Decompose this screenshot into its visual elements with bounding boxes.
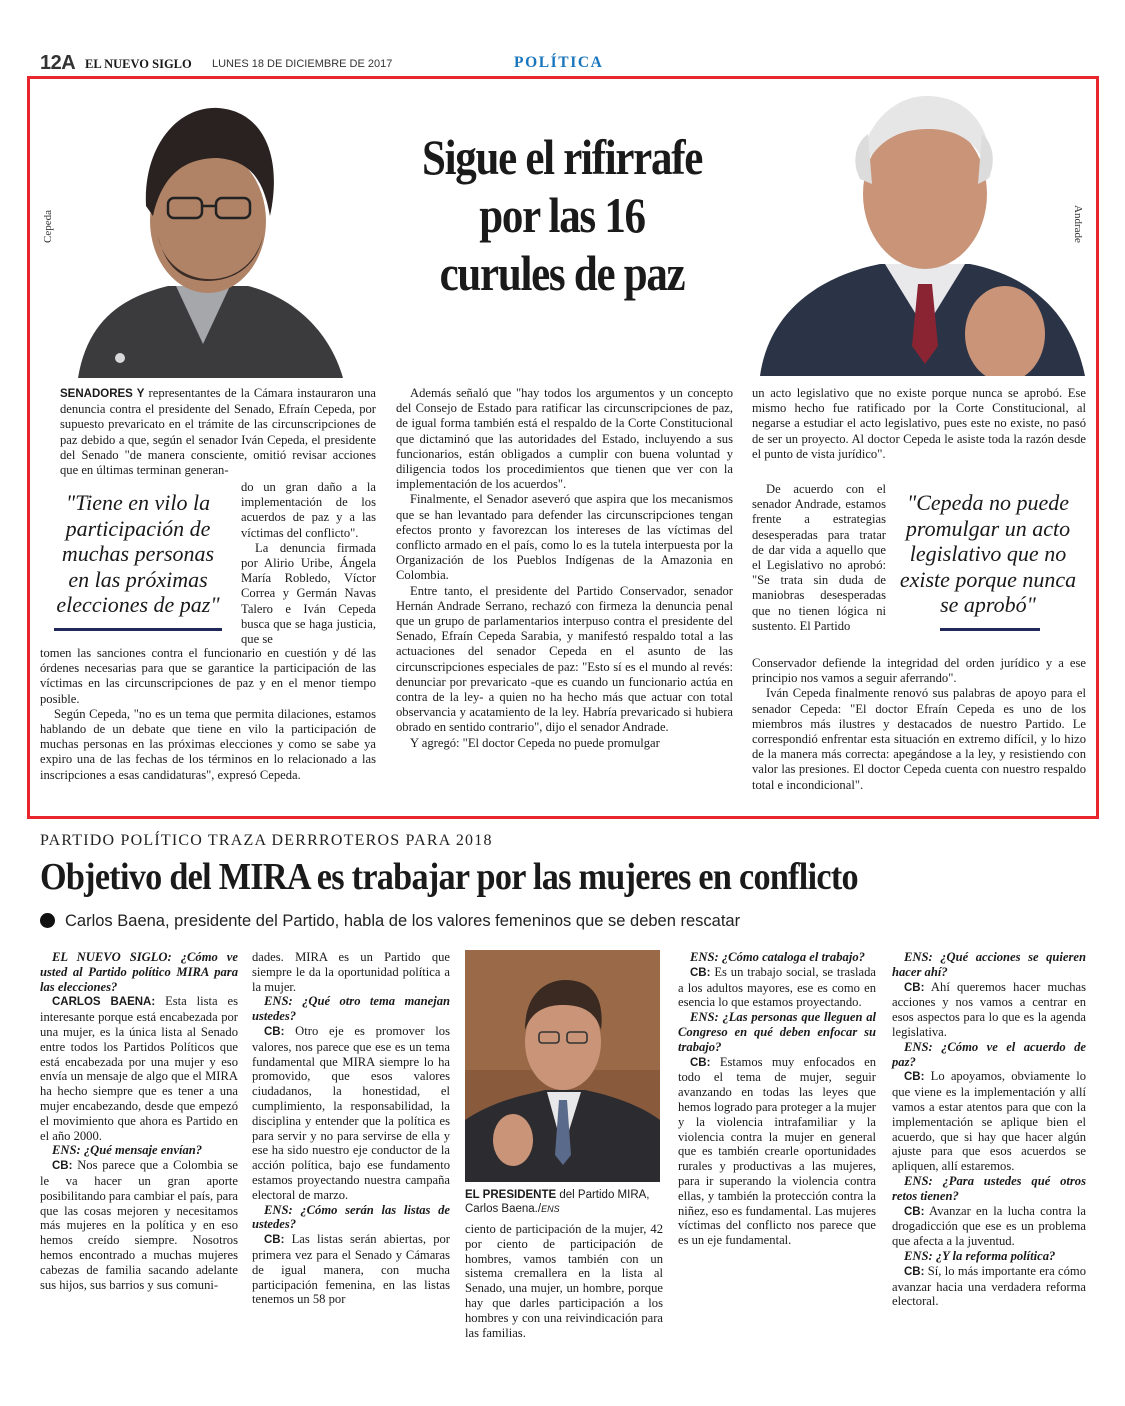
interview-question: ENS: ¿Cómo cataloga el trabajo? bbox=[690, 950, 865, 964]
interview-question: ENS: ¿Las personas que lleguen al Congreso en qué deben enfocar su trabajo? bbox=[678, 1010, 876, 1054]
photo-caption-andrade: Andrade bbox=[1072, 205, 1084, 243]
article1-col1-top bbox=[60, 386, 376, 478]
interview-question: ENS: ¿Cómo serán las listas de ustedes? bbox=[252, 1202, 450, 1232]
photo-andrade bbox=[760, 84, 1085, 376]
interview-answer: ciento de participación de la mujer, 42 por ciento de participación de hombres, vamos también con un sistema cremallera en la lista al Senado, una mujer, un hombre, porque hay que darles participación a los hombres y con una reivindicación para las familias. bbox=[465, 1222, 663, 1340]
article1-paragraph: Y agregó: "El doctor Cepeda no puede promulgar bbox=[410, 735, 660, 750]
article-headline bbox=[388, 128, 735, 302]
pullquote-rule-right bbox=[940, 628, 1040, 631]
article2-subheadline: Carlos Baena, presidente del Partido, habla de los valores femeninos que se deben rescatar bbox=[40, 912, 740, 931]
article2-col4 bbox=[678, 950, 876, 1248]
interview-question: ENS: ¿Qué otro tema manejan ustedes? bbox=[252, 994, 450, 1024]
article1-col1-narrow bbox=[241, 480, 376, 647]
photo-cepeda bbox=[58, 86, 348, 378]
interview-answer: CARLOS BAENA: Esta lista es interesante porque está encabezada por una mujer, es la única lista al Senado entre todos los Partidos Políticos que está encabezada por una mujer y eso envía un mensaje de algo que el MIRA ha hecho siempre que es tener a una mujer encabezando, desde que empezó el movimiento que ahora es Partido en el año 2000. bbox=[40, 994, 238, 1143]
article2-kicker: PARTIDO POLÍTICO TRAZA DERRROTEROS PARA 2018 bbox=[40, 832, 493, 849]
newspaper-brand: EL NUEVO SIGLO bbox=[85, 57, 192, 71]
pullquote-rule-left bbox=[54, 628, 222, 631]
article1-col1-bottom bbox=[40, 646, 376, 783]
interview-question: ENS: ¿Y la reforma política? bbox=[904, 1248, 1056, 1263]
article1-paragraph: La denuncia firmada por Alirio Uribe, Ángela María Robledo, Víctor Correa y Germán Navas Talero e Iván Cepeda busca que se haga justicia, que se bbox=[241, 540, 376, 647]
headline-line-1: Sigue el rifirrafe bbox=[421, 129, 703, 185]
article1-paragraph: Iván Cepeda finalmente renovó sus palabras de apoyo para el senador Cepeda: "El doctor Efraín Cepeda es uno de los miembros más ilustres y destacados de nuestro Partido. Le correspondió enfrentar esta situación en extremo difícil, y lo hizo de la manera más correcta: apegándose a la ley, y resistiendo con valor las presiones. El doctor Cepeda cuenta con nuestro respaldo total e incondicional". bbox=[752, 686, 1086, 792]
interview-answer: CB: Es un trabajo social, se traslada a los adultos mayores, ese es como en esencia lo que estamos proyectando. bbox=[678, 964, 876, 1010]
interview-answer: CB: Sí, lo más importante era cómo avanzar hacia una verdadera reforma electoral. bbox=[892, 1263, 1086, 1309]
photo-caption-baena: EL PRESIDENTE del Partido MIRA, Carlos Baena./ENS bbox=[465, 1189, 650, 1215]
issue-date: LUNES 18 DE DICIEMBRE DE 2017 bbox=[212, 58, 393, 70]
interview-answer: CB: Ahí queremos hacer muchas acciones y nos vamos a centrar en esos aspectos para lo que es la agenda legislativa. bbox=[892, 979, 1086, 1039]
interview-question: ENS: ¿Qué acciones se quieren hacer ahí? bbox=[892, 950, 1086, 979]
article1-paragraph: De acuerdo con el senador Andrade, estamos frente a estrategias desesperadas para tratar de dar vida a aquello que el Legislativo no aprobó: "Se trata sin duda de maniobras desesperadas que no tienen lógica ni sustento. El Partido bbox=[752, 482, 886, 633]
interview-question: EL NUEVO SIGLO: ¿Cómo ve usted al Partido político MIRA para las elecciones? bbox=[40, 950, 238, 994]
article1-paragraph: tomen las sanciones contra el funcionario en cuestión y dé las órdenes necesarias para que se garantice la participación de las víctimas en las circunscripciones de paz y en el menor tiempo posible. bbox=[40, 646, 376, 706]
article1-paragraph: SENADORES Y representantes de la Cámara instauraron una denuncia contra el presidente del Senado, Efraín Cepeda, por supuesto prevaricato en el trámite de las circunscripciones de paz debido a que, según el senador Iván Cepeda, el presidente del Senado "de manera consciente, omitió revisar acciones que en últimas terminan generan- bbox=[60, 386, 376, 478]
article2-col3 bbox=[465, 1222, 663, 1340]
photo-baena bbox=[465, 950, 660, 1182]
page-header bbox=[40, 52, 1100, 74]
interview-question: ENS: ¿Qué mensaje envían? bbox=[52, 1143, 203, 1158]
article2-headline: Objetivo del MIRA es trabajar por las mujeres en conflicto bbox=[40, 856, 858, 898]
article1-paragraph: Entre tanto, el presidente del Partido Conservador, senador Hernán Andrade Serrano, rechazó con firmeza la denuncia penal que un grupo de parlamentarios interpuso contra el presidente del Senado, Efraín Cepeda Sarabia, y manifestó respaldo total a las actuaciones del senador Cepeda en el asunto de las circunscripciones especiales de paz: "Esto sí es el mundo al revés: denunciar por prevaricato -que es cuando un funcionario actúa en contra de la ley- a quien no ha hecho más que actuar con total observancia y acatamiento de la ley. Habría prevaricado si hubiera obrado en sentido contrario", dijo el senador Andrade. bbox=[396, 583, 733, 735]
pullquote-right: "Cepeda no puede promulgar un acto legislativo que no existe porque nunca se aprobó" bbox=[899, 490, 1077, 617]
bullet-icon bbox=[40, 913, 55, 928]
interview-question: ENS: ¿Cómo ve el acuerdo de paz? bbox=[892, 1039, 1086, 1069]
article1-paragraph: Según Cepeda, "no es un tema que permita dilaciones, estamos hablando de un debate que tiene en vilo la participación de muchas personas en las próximas elecciones y como se sabe ya expiro una de las fechas de los términos en lo relacionado a las inscripciones a esas candidaturas", expresó Cepeda. bbox=[40, 706, 376, 782]
interview-answer: CB: Avanzar en la lucha contra la drogadicción que ese es un problema que afecta a la juventud. bbox=[892, 1203, 1086, 1249]
headline-line-2: por las 16 bbox=[479, 187, 645, 243]
page-number: 12A bbox=[40, 52, 76, 74]
photo-caption-cepeda: Cepeda bbox=[42, 210, 54, 243]
article1-paragraph: un acto legislativo que no existe porque nunca se aprobó. Ese mismo hecho fue ratificado por la Corte Constitucional, al negarse a estudiar el acto legislativo, pues este no existe, no pasó de ser un proyecto. Al doctor Cepeda le asiste toda la razón desde el punto de vista jurídico". bbox=[752, 386, 1086, 461]
interview-answer: CB: Las listas serán abiertas, por primera vez para el Senado y Cámaras de igual manera, con mucha participación femenina, en las listas tenemos un 58 por bbox=[252, 1232, 450, 1307]
interview-answer: dades. MIRA es un Partido que siempre le da la oportunidad política a la mujer. bbox=[252, 950, 450, 994]
article1-paragraph: Finalmente, el Senador aseveró que aspira que los mecanismos que se han levantado para defender las circunscripciones tengan efectos pronto y favorezcan los intereses de las víctimas del conflicto armado en el país, como lo es la tutela interpuesta por la Organización de los Pueblos Indígenas de la Amazonia en Colombia. bbox=[396, 492, 733, 583]
interview-answer: CB: Nos parece que a Colombia se le va hacer un gran aporte posibilitando para cambiar el país, para que las cosas mejoren y necesitamos más mujeres en la política y en eso hemos creído siempre. Nosotros hemos encontrado a muchas mujeres cabezas de familia sacando adelante sus hijos, sus barrios y sus comuni- bbox=[40, 1158, 238, 1292]
article2-col5 bbox=[892, 950, 1086, 1309]
article-lead: SENADORES Y bbox=[60, 388, 145, 400]
article1-col2 bbox=[396, 386, 733, 751]
article1-col3-narrow bbox=[752, 482, 886, 634]
pullquote-left: "Tiene en vilo la participación de muchas personas en las próximas elecciones de paz" bbox=[56, 490, 220, 617]
interview-answer: CB: Estamos muy enfocados en todo el tema de mujer, seguir avanzando en todas las leyes que hemos logrado para proteger a la mujer y la violencia intrafamiliar y la violencia contra la mujer en general que es también crearle oportunidades rurales y productivas a las mujeres, para ir superando la violencia contra ellas, y también la protección contra la niñez, eso es fundamental. Las mujeres víctimas del conflicto nos parece que es un eje fundamental. bbox=[678, 1054, 876, 1248]
portrait-image-right bbox=[760, 84, 1085, 376]
article1-paragraph: Además señaló que "hay todos los argumentos y un concepto del Consejo de Estado para ratificar las circunscripciones de paz, de igual forma también está el respaldo de la Corte Constitucional que dictaminó que las autoridades del Estado, incluyendo a sus funcionarios, están obligados a cumplir con buena voluntad y diligencia todos los procedimientos que tienen que ver con la implementación de los acuerdos". bbox=[396, 386, 733, 492]
interview-answer: CB: Lo apoyamos, obviamente lo que viene es la implementación y allí vamos a estar atentos para que con la implementación se aplique bien el acuerdo, que si hay que hacer algún ajuste para que esos acuerdos se apliquen, allí estaremos. bbox=[892, 1069, 1086, 1174]
interview-question: ENS: ¿Para ustedes qué otros retos tienen? bbox=[892, 1173, 1086, 1203]
article1-paragraph: Conservador defiende la integridad del orden jurídico y a ese principio nos vamos a seguir aferrando". bbox=[752, 656, 1086, 686]
portrait-image-left bbox=[58, 86, 348, 378]
article1-col3-top bbox=[752, 386, 1086, 462]
article1-paragraph: do un gran daño a la implementación de los acuerdos de paz y a las víctimas del conflicto". bbox=[241, 480, 376, 540]
article1-col3-bottom bbox=[752, 656, 1086, 793]
article2-col1 bbox=[40, 950, 238, 1292]
headline-line-3: curules de paz bbox=[439, 245, 685, 301]
article2-col2 bbox=[252, 950, 450, 1307]
interview-answer: CB: Otro eje es promover los valores, nos parece que ese es un tema fundamental que MIRA siempre lo ha promovido, que esos valores ciudadanos, la honestidad, el cumplimiento, la responsabilidad, la disciplina y entender que la política es para servir y no para servirse de ella y ese ha sido nuestro eje conductor de la acción política, bajo ese fundamento estamos proyectando nuestra campaña electoral de marzo. bbox=[252, 1023, 450, 1202]
section-name: POLÍTICA bbox=[514, 54, 604, 71]
portrait-image-baena bbox=[465, 950, 660, 1182]
